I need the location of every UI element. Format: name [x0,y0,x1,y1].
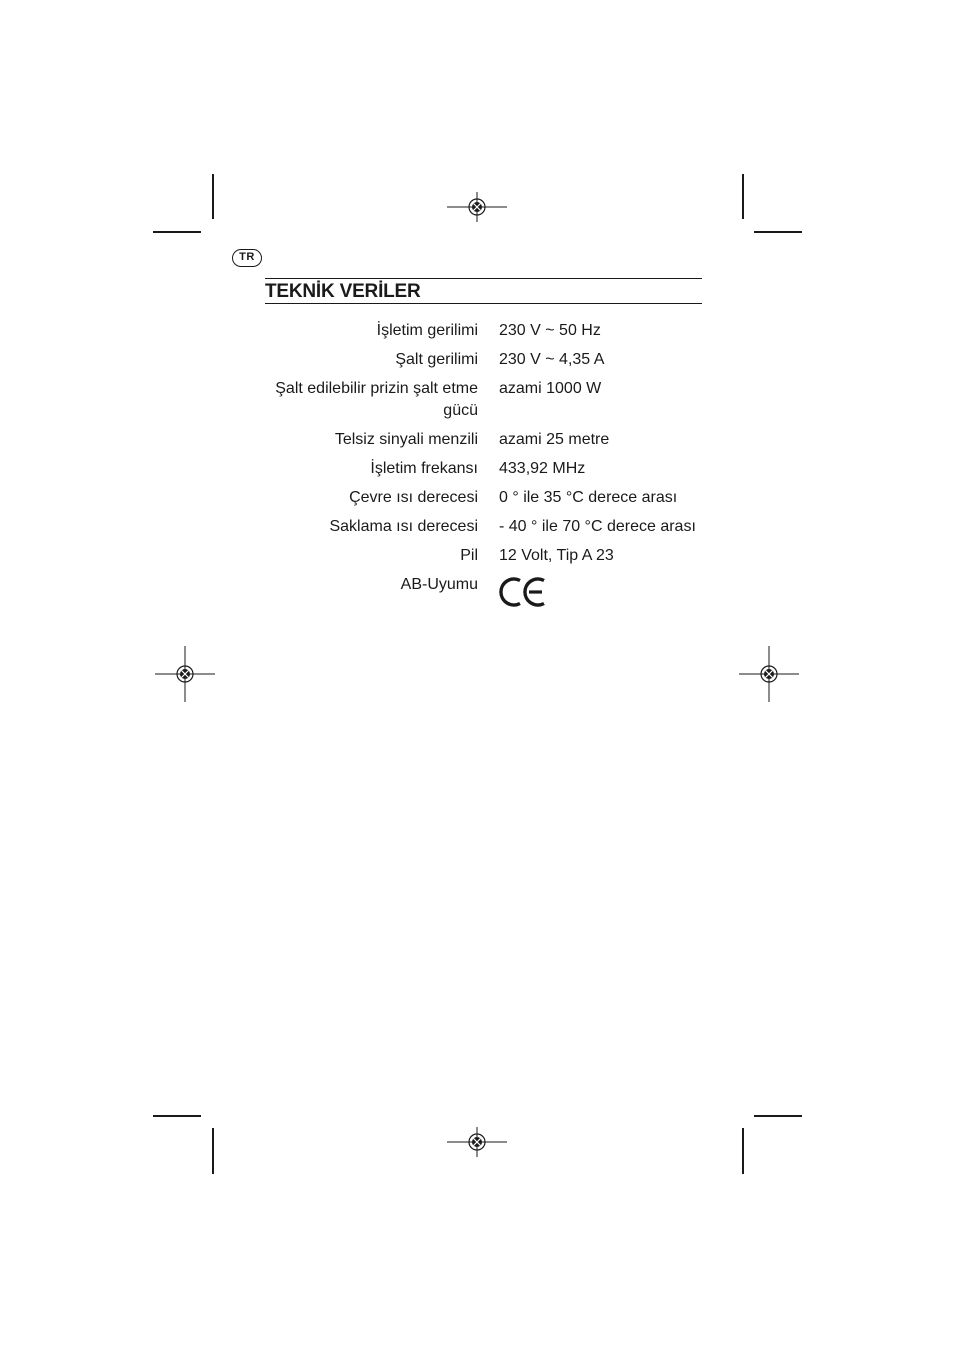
spec-value: - 40 ° ile 70 °C derece arası [499,518,696,535]
spec-row-switching-power [260,378,710,422]
spec-label: Pil [460,547,478,564]
crop-mark-top-left-horizontal [153,231,201,233]
crop-mark-bottom-right-horizontal [754,1115,802,1117]
spec-label: İşletim frekansı [370,460,478,477]
spec-value: 230 V ~ 50 Hz [499,322,601,339]
registration-mark-right-icon [739,644,799,704]
crop-mark-bottom-right-vertical [742,1128,744,1174]
spec-value: azami 25 metre [499,431,610,448]
crop-mark-top-left-vertical [212,174,214,219]
spec-label: Şalt edilebilir prizin şalt etme gücü [275,380,478,419]
ce-mark-icon [499,574,549,610]
spec-value: azami 1000 W [499,380,602,397]
spec-row-operating-voltage [260,320,710,342]
spec-label: AB-Uyumu [400,576,478,593]
spec-label: Saklama ısı derecesi [329,518,478,535]
spec-row-storage-temperature [260,516,710,538]
spec-row-eu-conformity [260,574,710,610]
crop-mark-bottom-left-vertical [212,1128,214,1174]
title-rule-bottom [265,303,702,304]
spec-label: Şalt gerilimi [395,351,478,368]
registration-mark-left-icon [155,644,215,704]
registration-mark-top-icon [447,177,507,237]
spec-value: 12 Volt, Tip A 23 [499,547,614,564]
spec-row-battery [260,545,710,567]
spec-row-radio-range [260,429,710,451]
spec-value: 433,92 MHz [499,460,586,477]
spec-row-switching-voltage [260,349,710,371]
spec-table [260,320,710,617]
registration-mark-bottom-icon [447,1112,507,1172]
spec-row-operating-frequency [260,458,710,480]
spec-label: Çevre ısı derecesi [349,489,478,506]
spec-value: 230 V ~ 4,35 A [499,351,605,368]
spec-label: Telsiz sinyali menzili [334,431,478,448]
crop-mark-top-right-horizontal [754,231,802,233]
crop-mark-bottom-left-horizontal [153,1115,201,1117]
title-rule-top [265,278,702,279]
spec-row-ambient-temperature [260,487,710,509]
crop-mark-top-right-vertical [742,174,744,219]
section-title: TEKNİK VERİLER [265,281,421,302]
language-badge: TR [232,249,262,267]
spec-label: İşletim gerilimi [376,322,478,339]
spec-value: 0 ° ile 35 °C derece arası [499,489,678,506]
